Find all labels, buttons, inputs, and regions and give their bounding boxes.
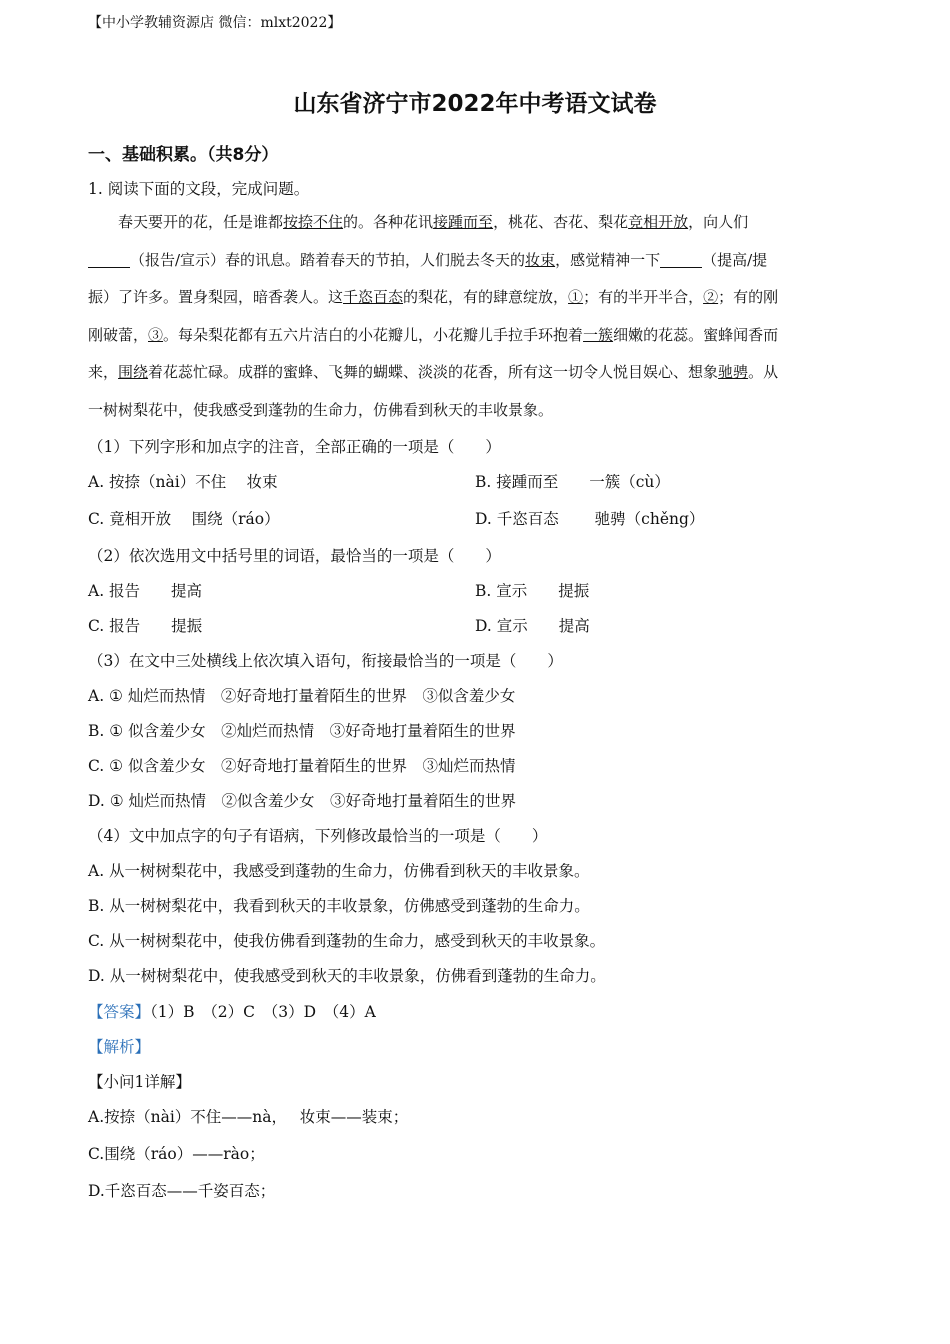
reading-passage: 春天要开的花，任是谁都按捺不住的。各种花讯接踵而至，桃花、杏花、梨花竞相开放，向人们 （报告/宣示）春的讯息。踏着春天的节拍，人们脱去冬天的妆束，感觉精神一下 （提高/提 振）了许多。置身梨园，暗香袭人。这千恣百态的梨花，有的肆意绽放，①；有的半开半合，②；有的刚 刚破蕾，③。每朵梨花都有五六片洁白的小花瓣儿，小花瓣儿手拉手环抱着一簇细嫩的花蕊。蜜蜂闻香而 来，围绕着花蕊忙碌。成群的蜜蜂、飞舞的蝴蝶、淡淡的花香，所有这一切令人悦目娱心、想象驰骋。从 一树树梨花中，使我感受到蓬勃的生命力，仿佛看到秋天的丰收景象。 (88, 213, 779, 419)
sub3-option-d: D. ① 灿烂而热情 ②似含羞少女 ③好奇地打量着陌生的世界 (88, 792, 517, 810)
sub2-option-c: C. 报告 提振 (88, 617, 203, 635)
sub3-option-a: A. ① 灿烂而热情 ②好奇地打量着陌生的世界 ③似含羞少女 (88, 687, 516, 705)
detail-a: A.按捺（nài）不住——nà， 妆束——装束； (88, 1108, 409, 1126)
sub2-option-a: A. 报告 提高 (88, 582, 203, 600)
sub4-option-c: C. 从一树树梨花中，使我仿佛看到蓬勃的生命力，感受到秋天的丰收景象。 (88, 932, 606, 950)
section-heading: 一、基础积累。（共8分） (88, 145, 279, 165)
sub4-option-b: B. 从一树树梨花中，我看到秋天的丰收景象，仿佛感受到蓬勃的生命力。 (88, 897, 590, 915)
answer-text: （1）B （2）C （3）D （4）A (150, 1003, 376, 1021)
sub4-option-d: D. 从一树树梨花中，使我感受到秋天的丰收景象，仿佛看到蓬勃的生命力。 (88, 967, 606, 985)
detail-d: D.千恣百态——千姿百态； (88, 1182, 276, 1200)
sub1-stem: （1）下列字形和加点字的注音，全部正确的一项是（ ） (88, 438, 501, 456)
sub4-stem: （4）文中加点字的句子有语病，下列修改最恰当的一项是（ ） (88, 827, 548, 845)
answer-line (88, 1000, 376, 1022)
sub1-option-d: D. 千恣百态 驰骋（chěng） (475, 510, 705, 528)
sub4-option-a: A. 从一树树梨花中，我感受到蓬勃的生命力，仿佛看到秋天的丰收景象。 (88, 862, 590, 880)
sub1-option-b: B. 接踵而至 一簇（cù） (475, 473, 670, 491)
question-intro: 1. 阅读下面的文段，完成问题。 (88, 180, 310, 198)
sub3-option-b: B. ① 似含羞少女 ②灿烂而热情 ③好奇地打量着陌生的世界 (88, 722, 516, 740)
sub2-stem: （2）依次选用文中括号里的词语，最恰当的一项是（ ） (88, 547, 501, 565)
detail-label: 【小问1详解】 (88, 1073, 191, 1091)
sub1-option-a: A. 按捺（nài）不住 妆束 (88, 473, 278, 491)
blank-1 (88, 252, 130, 268)
sub3-stem: （3）在文中三处横线上依次填入语句，衔接最恰当的一项是（ ） (88, 652, 563, 670)
sub3-option-c: C. ① 似含羞少女 ②好奇地打量着陌生的世界 ③灿烂而热情 (88, 757, 516, 775)
sub1-option-c: C. 竟相开放 围绕（ráo） (88, 510, 280, 528)
sub2-option-b: B. 宣示 提振 (475, 582, 590, 600)
page-title: 山东省济宁市2022年中考语文试卷 (293, 91, 657, 117)
answer-label: 【答案】 (88, 1003, 151, 1021)
blank-2 (660, 252, 702, 268)
analysis-label: 【解析】 (88, 1038, 151, 1056)
sub2-option-d: D. 宣示 提高 (475, 617, 590, 635)
detail-c: C.围绕（ráo）——rào； (88, 1145, 265, 1163)
header-note: 【中小学教辅资源店 微信：mlxt2022】 (88, 15, 342, 31)
